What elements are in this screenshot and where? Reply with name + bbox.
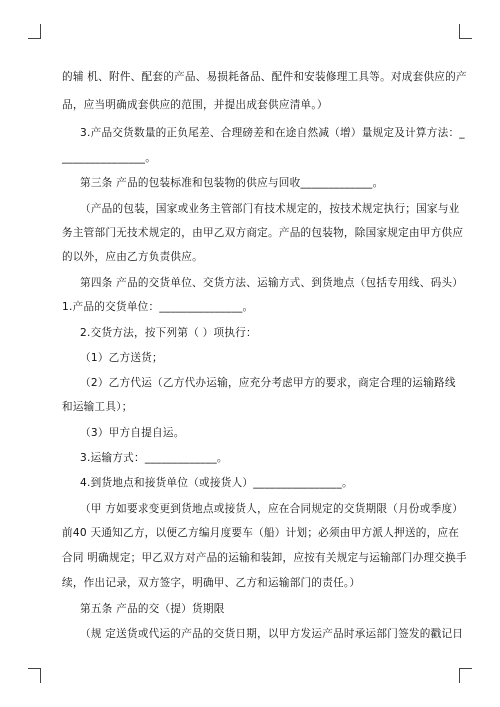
- text-line: 4.到货地点和接货单位（或接货人）________________。: [80, 477, 353, 489]
- text-line: （产品的包装，国家或业务主管部门有技术规定的，按技术规定执行；国家与业: [80, 203, 460, 215]
- text-line: 2.交货方法，按下列第（ ）项执行：: [80, 327, 257, 339]
- text-line: （3）甲方自提自运。: [80, 427, 185, 439]
- text-line: 的辅 机、附件、配套的产品、易损耗备品、配件和安装修理工具等。对成套供应的产: [62, 71, 467, 83]
- text-line: （1）乙方送货；: [80, 352, 163, 364]
- text-line: （规 定送货或代运的产品的交货日期，以甲方发运产品时承运部门签发的戳记日: [80, 628, 464, 640]
- text-line: （2）乙方代运（乙方代办运输，应充分考虑甲方的要求，商定合理的运输路线: [80, 377, 456, 389]
- text-line: 和运输工具）；: [62, 401, 133, 413]
- section-heading-article-3: 第三条 产品的包装标准和包装物的供应与回收_____________。: [80, 177, 384, 189]
- bottom-left-crop-mark: [28, 668, 41, 683]
- bottom-right-crop-mark: [459, 668, 472, 683]
- text-line: 1.产品的交货单位：_______________。: [62, 301, 254, 313]
- text-line: 合同 明确规定；甲乙双方对产品的运输和装卸，应按有关规定与运输部门办理交换手: [62, 552, 467, 564]
- text-line: 务主管部门无技术规定的，由甲乙双方商定。产品的包装物，除国家规定由甲方供应: [62, 227, 464, 239]
- text-line: 品，应当明确成套供应的范围，并提出成套供应清单。）: [62, 99, 328, 111]
- text-line: 3.运输方式：_____________。: [80, 452, 228, 464]
- text-line: 3.产品交货数量的正负尾差、合理磅差和在途自然减（增）量规定及计算方法：_: [80, 127, 465, 139]
- top-left-crop-mark: [28, 24, 41, 39]
- section-heading-article-4: 第四条 产品的交货单位、交货方法、运输方式、到货地点（包括专用线、码头）: [80, 277, 464, 289]
- text-line: （甲 方如要求变更到货地点或接货人，应在合同规定的交货期限（月份或季度）: [80, 503, 464, 515]
- text-line: 前40 天通知乙方，以便乙方编月度要车（船）计划；必须由甲方派人押送的，应在: [62, 527, 460, 539]
- section-heading-article-5: 第五条 产品的交（提）货期限: [80, 603, 225, 615]
- text-line: _______________。: [62, 152, 157, 164]
- text-line: 的以外，应由乙方负责供应。: [62, 251, 203, 263]
- top-right-crop-mark: [459, 24, 472, 39]
- text-line: 续，作出记录，双方签字，明确甲、乙方和运输部门的责任。）: [62, 577, 361, 589]
